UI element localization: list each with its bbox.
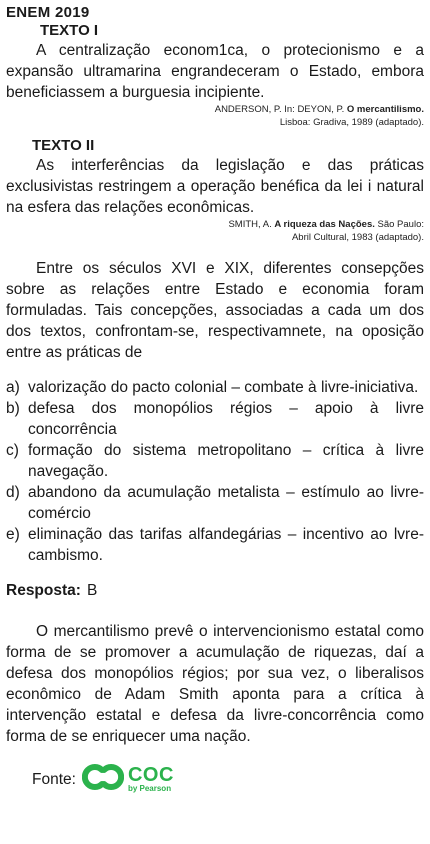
texto-1-ref-line2: Lisboa: Gradiva, 1989 (adaptado). <box>279 117 424 128</box>
option-text: formação do sistema metropolitano – crítica à livre navegação. <box>28 442 424 480</box>
question-stem: Entre os séculos XVI e XIX, diferentes consepções sobre as relações entre Estado e economia foram formuladas. Tais concepções, associadas a cada um dos dos textos, confrontam-se, respectivamnete, na oposição entre as práticas de <box>6 260 424 361</box>
texto-2-reference <box>6 218 424 244</box>
texto-2-ref-title: A riqueza das Nações. <box>274 219 375 230</box>
texto-2-ref-author: SMITH, A. <box>228 219 275 230</box>
coc-logo-brand: COC <box>127 764 174 786</box>
texto-2-ref-place: São Paulo: <box>374 219 424 230</box>
source-label: Fonte: <box>32 770 76 788</box>
texto-1-ref-title: O mercantilismo. <box>346 104 424 115</box>
option-text: eliminação das tarifas alfandegárias – incentivo ao lvre-cambismo. <box>28 526 424 564</box>
texto-1-heading: TEXTO I <box>40 22 99 39</box>
coc-logo <box>82 761 174 798</box>
option-letter: d) <box>6 484 20 501</box>
option-text: defesa dos monopólios régios – apoio à livre concorrência <box>28 400 424 438</box>
answer-options <box>6 377 424 566</box>
option-e[interactable] <box>6 524 424 566</box>
option-letter: e) <box>6 526 20 543</box>
answer-value: B <box>86 582 98 599</box>
texto-2-body: As interferências da legislação e das práticas exclusivistas restringem a operação benéfica da lei i natural na esfera das relações econômicas. <box>6 157 424 216</box>
texto-1-reference <box>6 103 424 129</box>
option-c[interactable] <box>6 440 424 482</box>
texto-1 <box>6 22 424 129</box>
answer-line <box>6 580 424 601</box>
option-letter: c) <box>6 442 19 459</box>
option-text: abandono da acumulação metalista – estímulo ao livre-comércio <box>28 484 424 522</box>
option-text: valorização do pacto colonial – combate à livre-iniciativa. <box>28 379 419 396</box>
texto-1-ref-line1 <box>6 103 424 116</box>
coc-logo-icon <box>82 761 124 798</box>
source <box>32 761 424 798</box>
answer-label: Resposta: <box>6 582 81 599</box>
coc-logo-sub: by Pearson <box>127 784 172 793</box>
option-d[interactable] <box>6 482 424 524</box>
coc-logo-text <box>128 766 174 793</box>
texto-1-ref-author: ANDERSON, P. In: DEYON, P. <box>214 104 347 115</box>
texto-1-body: A centralização econom1ca, o protecionismo e a expansão ultramarina engrandeceram o Estado, embora beneficiassem a burguesia incipiente. <box>6 42 424 101</box>
option-letter: b) <box>6 400 20 417</box>
explanation: O mercantilismo prevê o intervencionismo estatal como forma de se promover a acumulação de riquezas, daí a defesa dos monopólios régios; por sua vez, o liberalisos econômico de Adam Smith aponta para a crítica à intervenção estatal e defesa da livre-concorrência como forma de se enriquecer uma nação. <box>6 623 424 745</box>
texto-2-ref-line2: Abril Cultural, 1983 (adaptado). <box>291 232 424 243</box>
option-b[interactable] <box>6 398 424 440</box>
texto-2-heading: TEXTO II <box>32 137 95 154</box>
option-letter: a) <box>6 379 20 396</box>
exam-title: ENEM 2019 <box>6 4 90 21</box>
texto-2-ref-line1 <box>6 218 424 231</box>
option-a[interactable] <box>6 377 424 398</box>
texto-2 <box>6 137 424 244</box>
